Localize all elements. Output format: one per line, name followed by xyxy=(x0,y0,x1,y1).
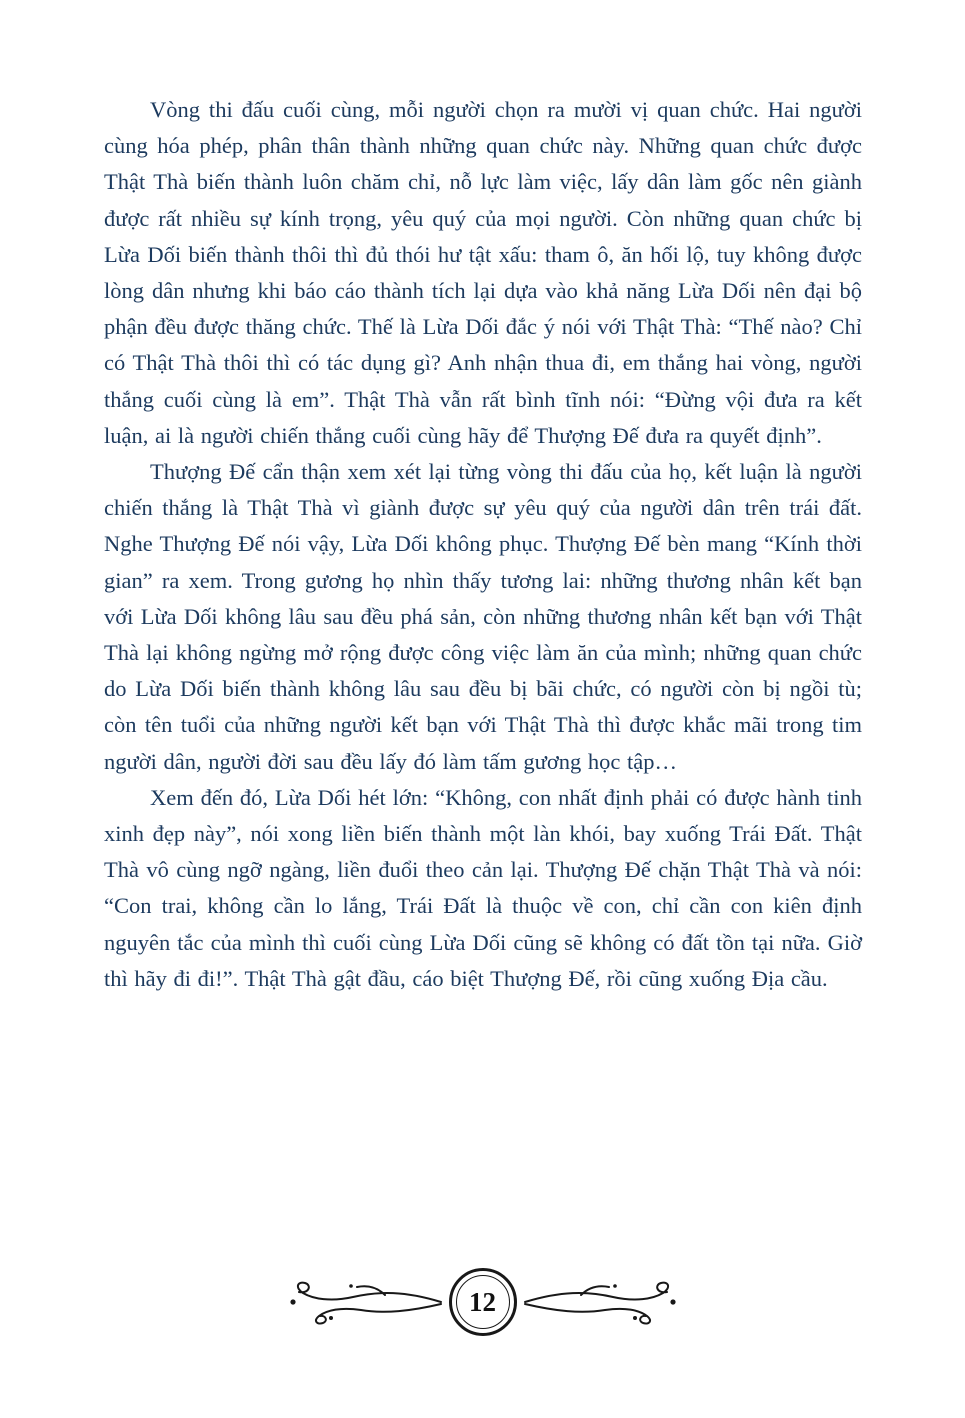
story-text-block xyxy=(104,92,862,997)
page-number-badge xyxy=(449,1268,517,1336)
left-flourish-icon xyxy=(285,1277,443,1327)
paragraph: Vòng thi đấu cuối cùng, mỗi người chọn ra mười vị quan chức. Hai người cùng hóa phép, phân thân thành những quan chức này. Những quan chức được Thật Thà biến thành luôn chăm chỉ, nỗ lực làm việc, lấy dân làm gốc nên giành được rất nhiều sự kính trọng, yêu quý của mọi người. Còn những quan chức bị Lừa Dối biến thành thôi thì đủ thói hư tật xấu: tham ô, ăn hối lộ, tuy không được lòng dân nhưng khi báo cáo thành tích lại dựa vào khả năng Lừa Dối nên đại bộ phận đều được thăng chức. Thế là Lừa Dối đắc ý nói với Thật Thà: “Thế nào? Chỉ có Thật Thà thôi thì có tác dụng gì? Anh nhận thua đi, em thắng hai vòng, người thắng cuối cùng là em”. Thật Thà vẫn rất bình tĩnh nói: “Đừng vội đưa ra kết luận, ai là người chiến thắng cuối cùng hãy để Thượng Đế đưa ra quyết định”. xyxy=(104,97,862,448)
right-flourish-icon xyxy=(523,1277,681,1327)
paragraph: Thượng Đế cẩn thận xem xét lại từng vòng thi đấu của họ, kết luận là người chiến thắng là Thật Thà vì giành được sự yêu quý của người dân trên trái đất. Nghe Thượng Đế nói vậy, Lừa Dối không phục. Thượng Đế bèn mang “Kính thời gian” ra xem. Trong gương họ nhìn thấy tương lai: những thương nhân kết bạn với Lừa Dối không lâu sau đều phá sản, còn những thương nhân kết bạn với Thật Thà lại không ngừng mở rộng được công việc làm ăn của mình; những quan chức do Lừa Dối biến thành không lâu sau đều bị bãi chức, có người còn bị ngồi tù; còn tên tuổi của những người kết bạn với Thật Thà thì được khắc mãi trong tim người dân, người đời sau đều lấy đó làm tấm gương học tập… xyxy=(104,459,862,774)
page-footer-ornament xyxy=(0,1268,965,1336)
paragraph: Xem đến đó, Lừa Dối hét lớn: “Không, con nhất định phải có được hành tinh xinh đẹp này”, nói xong liền biến thành một làn khói, bay xuống Trái Đất. Thật Thà vô cùng ngỡ ngàng, liền đuổi theo cản lại. Thượng Đế chặn Thật Thà và nói: “Con trai, không cần lo lắng, Trái Đất là thuộc về con, chỉ cần con kiên định nguyên tắc của mình thì cuối cùng Lừa Dối cũng sẽ không có đất tồn tại nữa. Giờ thì hãy đi đi!”. Thật Thà gật đầu, cáo biệt Thượng Đế, rồi cũng xuống Địa cầu. xyxy=(104,784,862,991)
page-number: 12 xyxy=(469,1286,496,1317)
page-number-ring xyxy=(456,1275,510,1329)
